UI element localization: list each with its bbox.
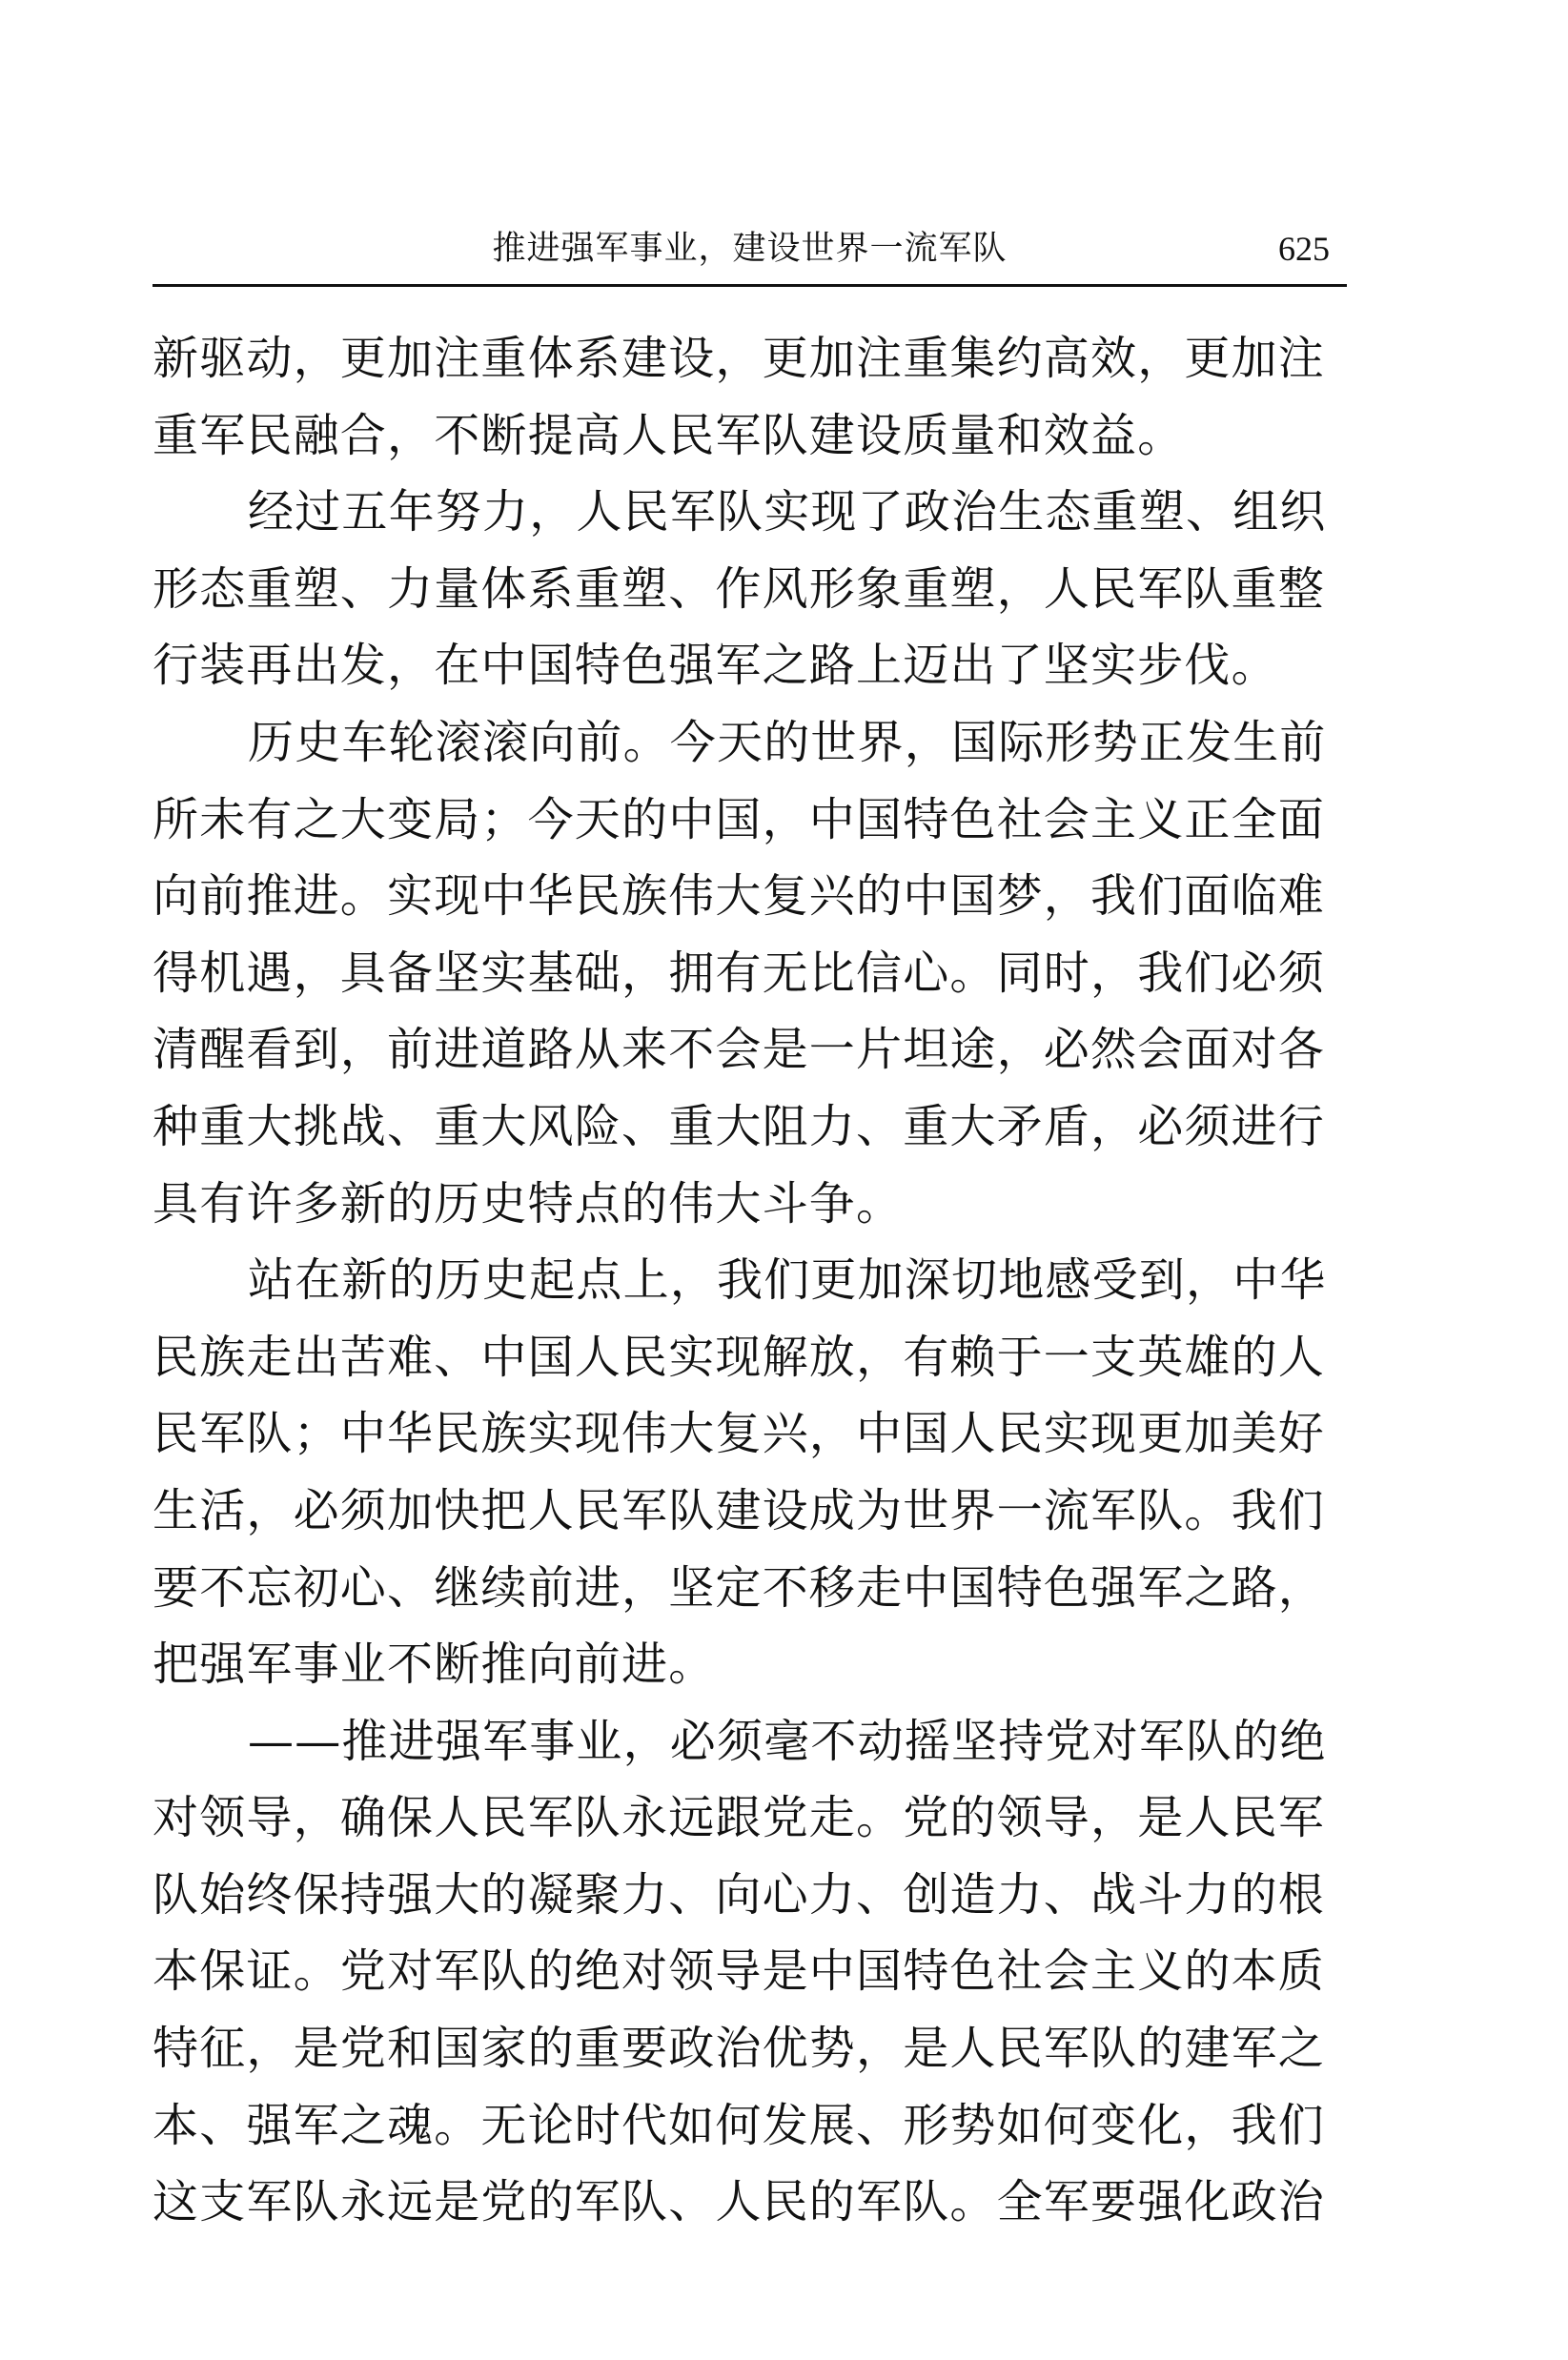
text-line: 对领导，确保人民军队永远跟党走。党的领导，是人民军: [153, 1791, 1326, 1845]
text-line: ——推进强军事业，必须毫不动摇坚持党对军队的绝: [248, 1714, 1327, 1768]
text-line: 本、强军之魂。无论时代如何发展、形势如何变化，我们: [153, 2098, 1326, 2152]
text-line: 重军民融合，不断提高人民军队建设质量和效益。: [153, 408, 1185, 462]
page-number: 625: [1278, 230, 1330, 268]
running-header: [153, 215, 1347, 282]
text-line: 向前推进。实现中华民族伟大复兴的中国梦，我们面临难: [153, 869, 1326, 924]
text-line: 所未有之大变局；今天的中国，中国特色社会主义正全面: [153, 792, 1326, 846]
text-line: 本保证。党对军队的绝对领导是中国特色社会主义的本质: [153, 1944, 1326, 1999]
text-line: 民族走出苦难、中国人民实现解放，有赖于一支英雄的人: [153, 1330, 1326, 1384]
text-line: 得机遇，具备坚实基础，拥有无比信心。同时，我们必须: [153, 946, 1326, 1000]
text-line: 站在新的历史起点上，我们更加深切地感受到，中华: [248, 1253, 1327, 1308]
text-line: 队始终保持强大的凝聚力、向心力、创造力、战斗力的根: [153, 1867, 1326, 1922]
text-line: 把强军事业不断推向前进。: [153, 1638, 716, 1692]
text-line: 形态重塑、力量体系重塑、作风形象重塑，人民军队重整: [153, 561, 1326, 616]
text-line: 新驱动，更加注重体系建设，更加注重集约高效，更加注: [153, 332, 1326, 385]
text-line: 特征，是党和国家的重要政治优势，是人民军队的建军之: [153, 2022, 1326, 2076]
running-title: 推进强军事业，建设世界一流军队: [492, 230, 1008, 268]
header-rule: [153, 284, 1347, 287]
body-text: [153, 320, 1347, 2241]
text-line: 要不忘初心、继续前进，坚定不移走中国特色强军之路，: [153, 1560, 1326, 1615]
text-line: 经过五年努力，人民军队实现了政治生态重塑、组织: [248, 485, 1327, 539]
text-line: 种重大挑战、重大风险、重大阻力、重大矛盾，必须进行: [153, 1099, 1326, 1153]
text-line: 民军队；中华民族实现伟大复兴，中国人民实现更加美好: [153, 1407, 1326, 1461]
text-line: 行装再出发，在中国特色强军之路上迈出了坚实步伐。: [153, 639, 1278, 693]
text-line: 这支军队永远是党的军队、人民的军队。全军要强化政治: [153, 2175, 1326, 2229]
text-line: 生活，必须加快把人民军队建设成为世界一流军队。我们: [153, 1483, 1326, 1537]
text-line: 历史车轮滚滚向前。今天的世界，国际形势正发生前: [248, 715, 1327, 769]
text-line: 清醒看到，前进道路从来不会是一片坦途，必然会面对各: [153, 1023, 1326, 1077]
text-line: 具有许多新的历史特点的伟大斗争。: [153, 1176, 904, 1231]
